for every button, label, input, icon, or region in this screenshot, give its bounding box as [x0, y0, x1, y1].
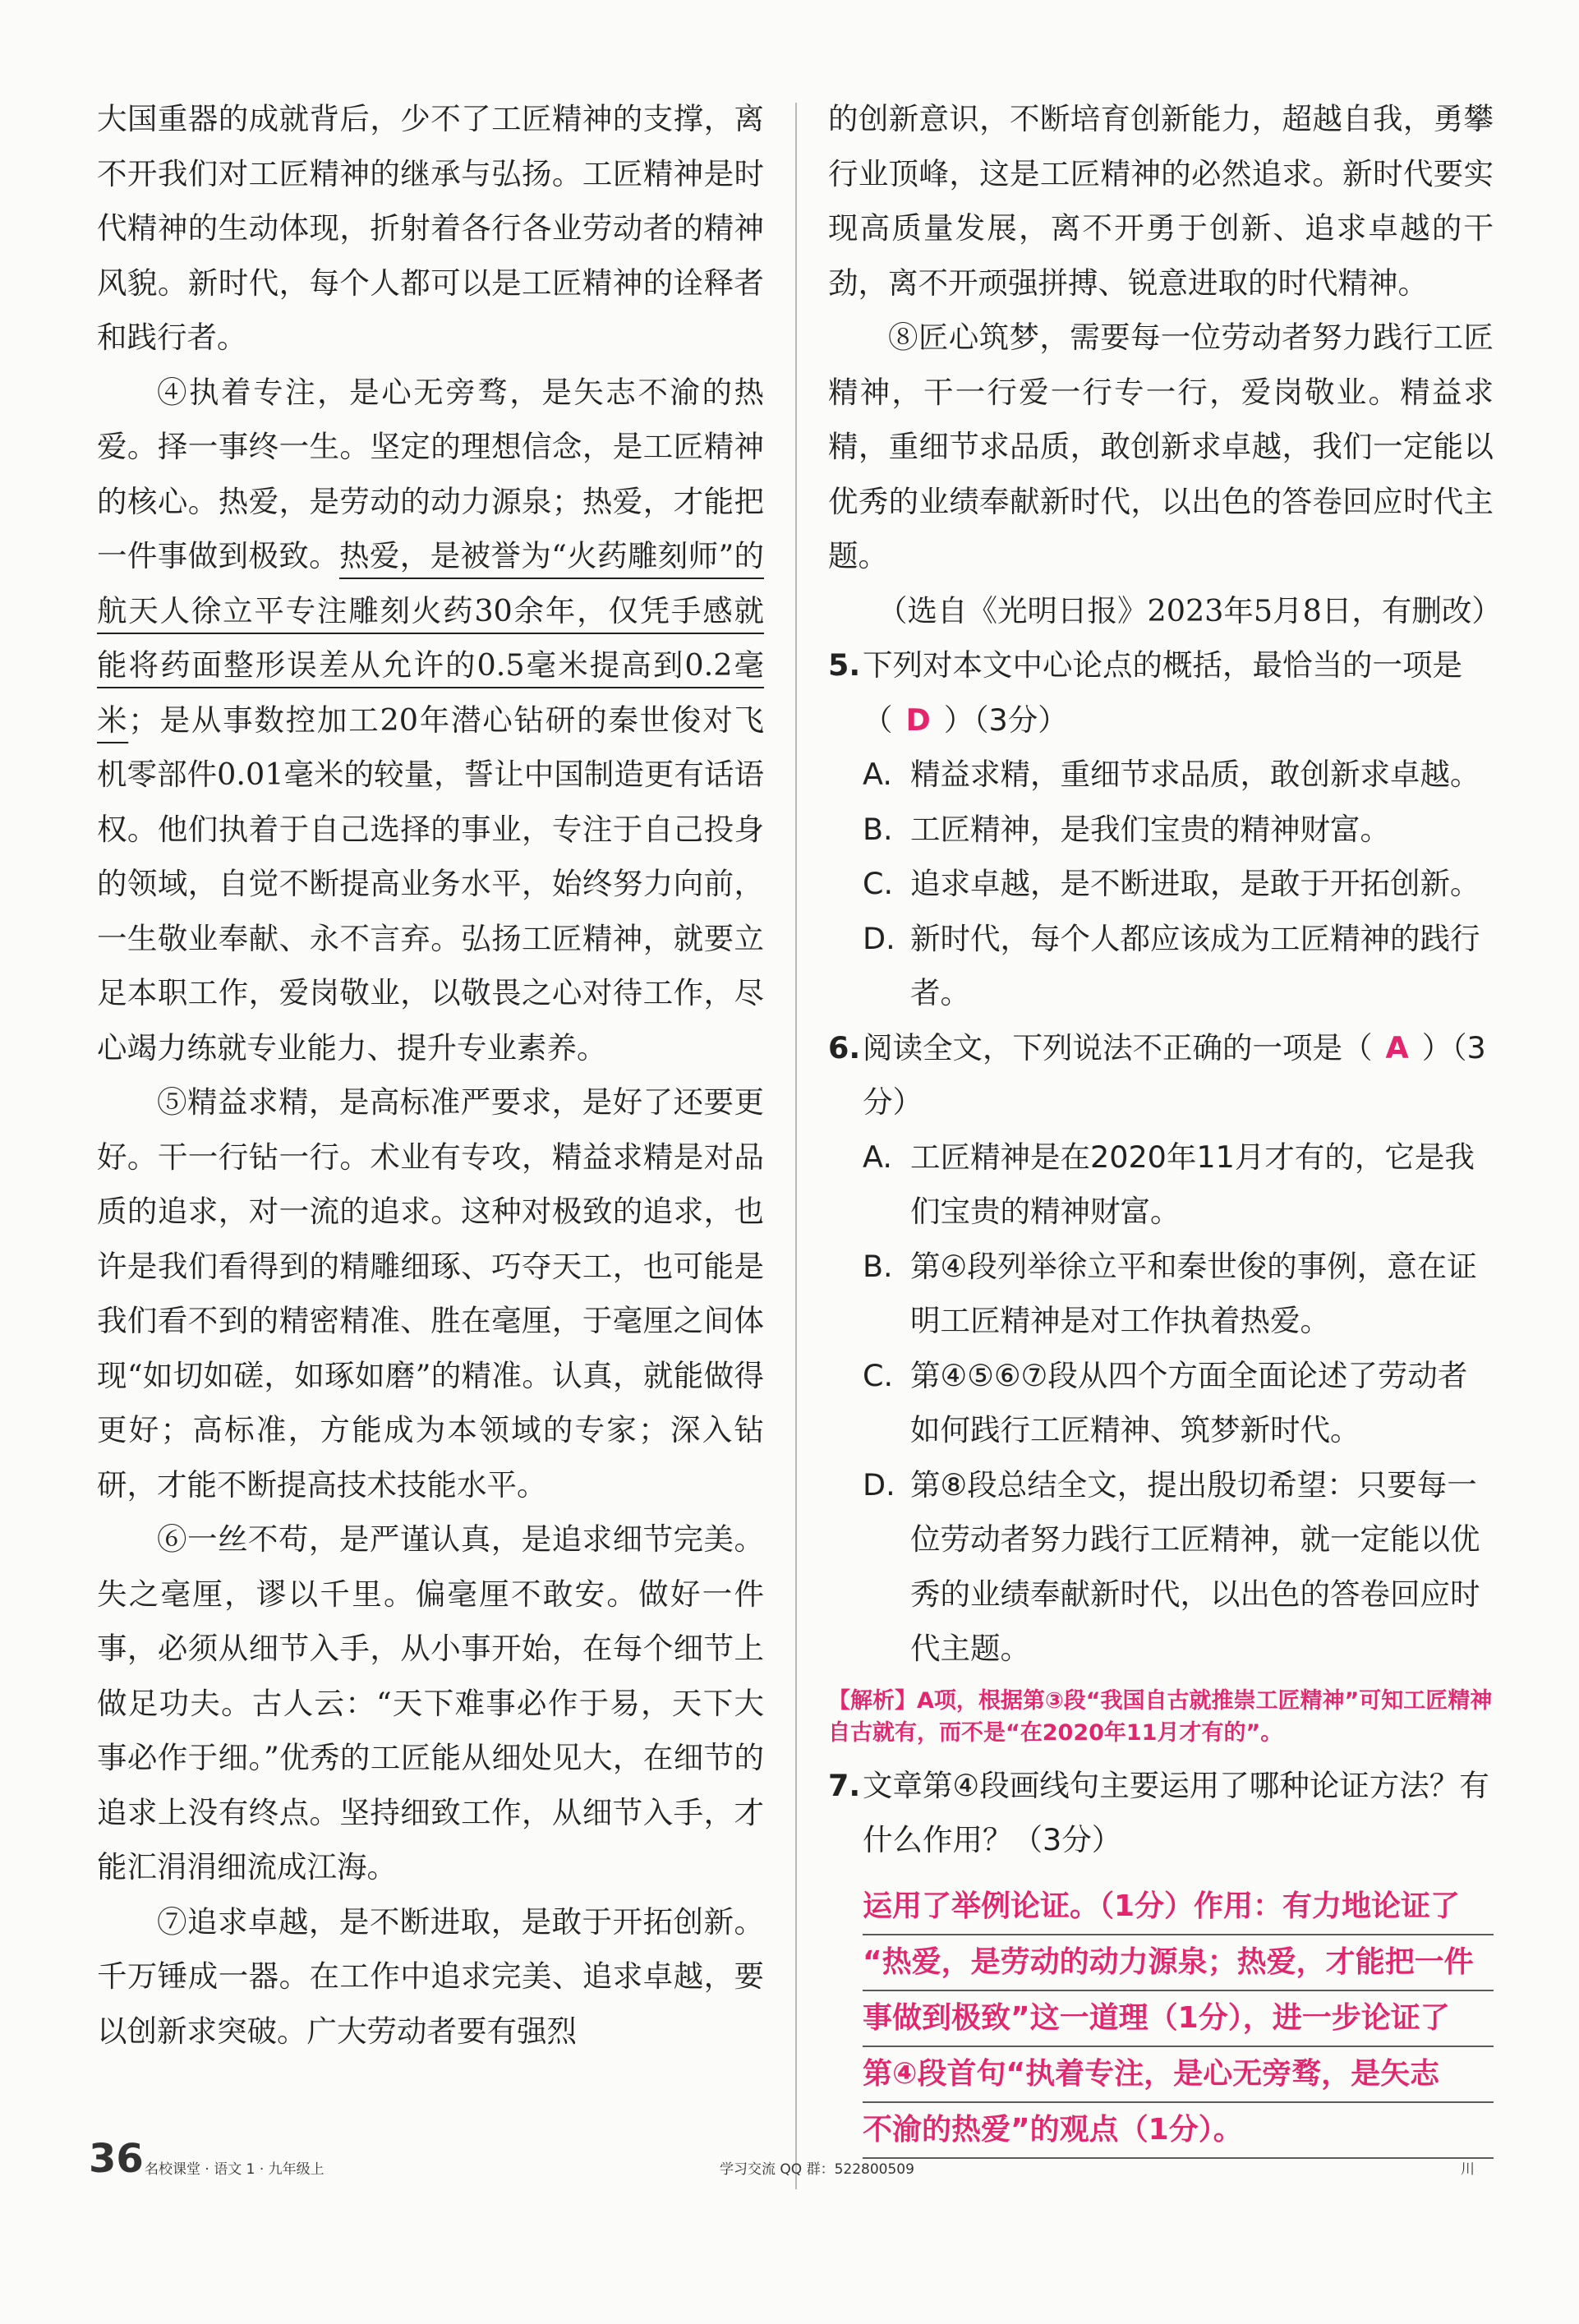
- answer-line: 第④段首句“执着专注，是心无旁骛，是矢志: [863, 2047, 1494, 2103]
- option-text: 追求卓越，是不断进取，是敢于开拓创新。: [910, 866, 1480, 901]
- question-7-number: 7.: [828, 1767, 861, 1803]
- paragraph-4-underlined-sentence: 热爱，是被誉为“火药雕刻师”的航天人徐立平专注雕刻火药30余年，仅凭手感就能将药面整形误差从允许的0.5毫米提高到0.2毫米: [97, 538, 765, 738]
- left-column: [97, 92, 764, 2059]
- question-6-option-b: [828, 1240, 1494, 1349]
- paragraph-4-rest: ；是从事数控加工20年潜心钻研的秦世俊对飞机零部件0.01毫米的较量，誓让中国制造更有话语权。他们执着于自己选择的事业，专注于自己投身的领域，自觉不断提高业务水平，始终努力向前，一生敬业奉献、永不言弃。弘扬工匠精神，就要立足本职工作，爱岗敬业，以敬畏之心对待工作，尽心竭力练就专业能力、提升专业素养。: [97, 702, 764, 1065]
- question-6-stem: 阅读全文，下列说法不正确的一项是（: [863, 1029, 1373, 1065]
- paragraph-5: ⑤精益求精，是高标准严要求，是好了还要更好。干一行钻一行。术业有专攻，精益求精是对品质的追求，对一流的追求。这种对极致的追求，也许是我们看得到的精雕细琢、巧夺天工，也可能是我们看不到的精密精准、胜在毫厘，于毫厘之间体现“如切如磋，如琢如磨”的精准。认真，就能做得更好；高标准，方能成为本领域的专家；深入钻研，才能不断提高技术技能水平。: [97, 1084, 764, 1503]
- page-number: 36: [89, 2136, 144, 2182]
- option-text: 工匠精神是在2020年11月才有的，它是我们宝贵的精神财富。: [910, 1139, 1475, 1229]
- option-key: D.: [863, 1466, 895, 1503]
- paragraph-7-continued: 的创新意识，不断培育创新能力，超越自我，勇攀行业顶峰，这是工匠精神的必然追求。新时代要实现高质量发展，离不开勇于创新、追求卓越的干劲，离不开顽强拼搏、锐意进取的时代精神。: [828, 101, 1494, 301]
- question-6-analysis: 【解析】A项，根据第③段“我国自古就推崇工匠精神”可知工匠精神自古就有，而不是“在2020年11月才有的”。: [828, 1687, 1493, 1746]
- paragraph-7: ⑦追求卓越，是不断进取，是敢于开拓创新。千万锤成一器。在工作中追求完美、追求卓越，要以创新求突破。广大劳动者要有强烈: [97, 1903, 764, 2049]
- option-text: 第④⑤⑥⑦段从四个方面全面论述了劳动者如何践行工匠精神、筑梦新时代。: [910, 1357, 1468, 1447]
- question-5-option-c: [828, 857, 1494, 912]
- option-text: 第④段列举徐立平和秦世俊的事例，意在证明工匠精神是对工作执着热爱。: [910, 1248, 1477, 1338]
- question-7: [828, 1759, 1494, 1868]
- paragraph-4-lead: ④执着专注，是心无旁骛，是矢志不渝的热爱。择一事终一生。坚定的理想信念，是工匠精神的核心。热爱，是劳动的动力源泉；热爱，才能把一件事做到极致。: [97, 374, 764, 573]
- question-7-stem: 文章第④段画线句主要运用了哪种论证方法？有什么作用？（3分）: [863, 1767, 1489, 1857]
- question-5-tail: ）（3分）: [943, 702, 1068, 738]
- answer-line: 运用了举例论证。（1分）作用：有力地论证了: [863, 1880, 1494, 1935]
- option-key: A.: [863, 757, 892, 792]
- footer-region-mark: 川: [1461, 2161, 1475, 2178]
- option-text: 新时代，每个人都应该成为工匠精神的践行者。: [910, 920, 1480, 1010]
- option-key: D.: [863, 920, 895, 956]
- paragraph-4: [97, 366, 764, 1076]
- question-5-option-d: [828, 912, 1494, 1021]
- question-5-stem: 下列对本文中心论点的概括，最恰当的一项是（: [863, 647, 1462, 738]
- paragraph-6: ⑥一丝不苟，是严谨认真，是追求细节完美。失之毫厘，谬以千里。偏毫厘不敢安。做好一件事，必须从细节入手，从小事开始，在每个细节上做足功夫。古人云：“天下难事必作于易，天下大事必作于细。”优秀的工匠能从细处见大，在细节的追求上没有终点。坚持细致工作，从细节入手，才能汇涓涓细流成江海。: [97, 1521, 764, 1885]
- footer-book-title: 名校课堂 · 语文 1 · 九年级上: [145, 2161, 325, 2178]
- option-key: C.: [863, 866, 894, 901]
- column-divider: [795, 103, 797, 2189]
- footer-qq-group: 学习交流 QQ 群：522800509: [720, 2161, 914, 2178]
- question-6: [828, 1021, 1494, 1130]
- option-key: A.: [863, 1139, 892, 1175]
- option-text: 工匠精神，是我们宝贵的精神财富。: [910, 811, 1390, 847]
- option-key: C.: [863, 1357, 894, 1393]
- question-5-number: 5.: [828, 647, 861, 683]
- option-text: 精益求精，重细节求品质，敢创新求卓越。: [910, 757, 1480, 792]
- question-6-tail: ）（3分）: [863, 1029, 1486, 1120]
- question-6-option-a: [828, 1130, 1494, 1240]
- source-citation: （选自《光明日报》2023年5月8日，有删改）: [877, 592, 1502, 628]
- paragraph-8: ⑧匠心筑梦，需要每一位劳动者努力践行工匠精神，干一行爱一行专一行，爱岗敬业。精益求精，重细节求品质，敢创新求卓越，我们一定能以优秀的业绩奉献新时代，以出色的答卷回应时代主题。: [828, 320, 1494, 573]
- question-6-option-d: [828, 1458, 1494, 1677]
- option-text: 第⑧段总结全文，提出殷切希望：只要每一位劳动者努力践行工匠精神，就一定能以优秀的业绩奉献新时代，以出色的答卷回应时代主题。: [910, 1466, 1480, 1666]
- question-6-option-c: [828, 1349, 1494, 1458]
- answer-line: 不渝的热爱”的观点（1分）。: [863, 2103, 1494, 2159]
- right-column: [828, 92, 1502, 2159]
- question-5: [828, 638, 1494, 748]
- question-6-number: 6.: [828, 1029, 861, 1065]
- question-5-answer: D: [905, 702, 931, 738]
- question-6-answer: A: [1385, 1029, 1409, 1065]
- answer-line: “热爱，是劳动的动力源泉；热爱，才能把一件: [863, 1935, 1494, 1991]
- option-key: B.: [863, 1248, 893, 1284]
- option-key: B.: [863, 811, 893, 847]
- question-5-option-a: [828, 748, 1494, 803]
- question-5-option-b: [828, 803, 1494, 858]
- answer-line: 事做到极致”这一道理（1分），进一步论证了: [863, 1991, 1494, 2047]
- paragraph-intro: 大国重器的成就背后，少不了工匠精神的支撑，离不开我们对工匠精神的继承与弘扬。工匠精神是时代精神的生动体现，折射着各行各业劳动者的精神风貌。新时代，每个人都可以是工匠精神的诠释者和践行者。: [97, 101, 764, 355]
- question-7-answer: [863, 1880, 1494, 2159]
